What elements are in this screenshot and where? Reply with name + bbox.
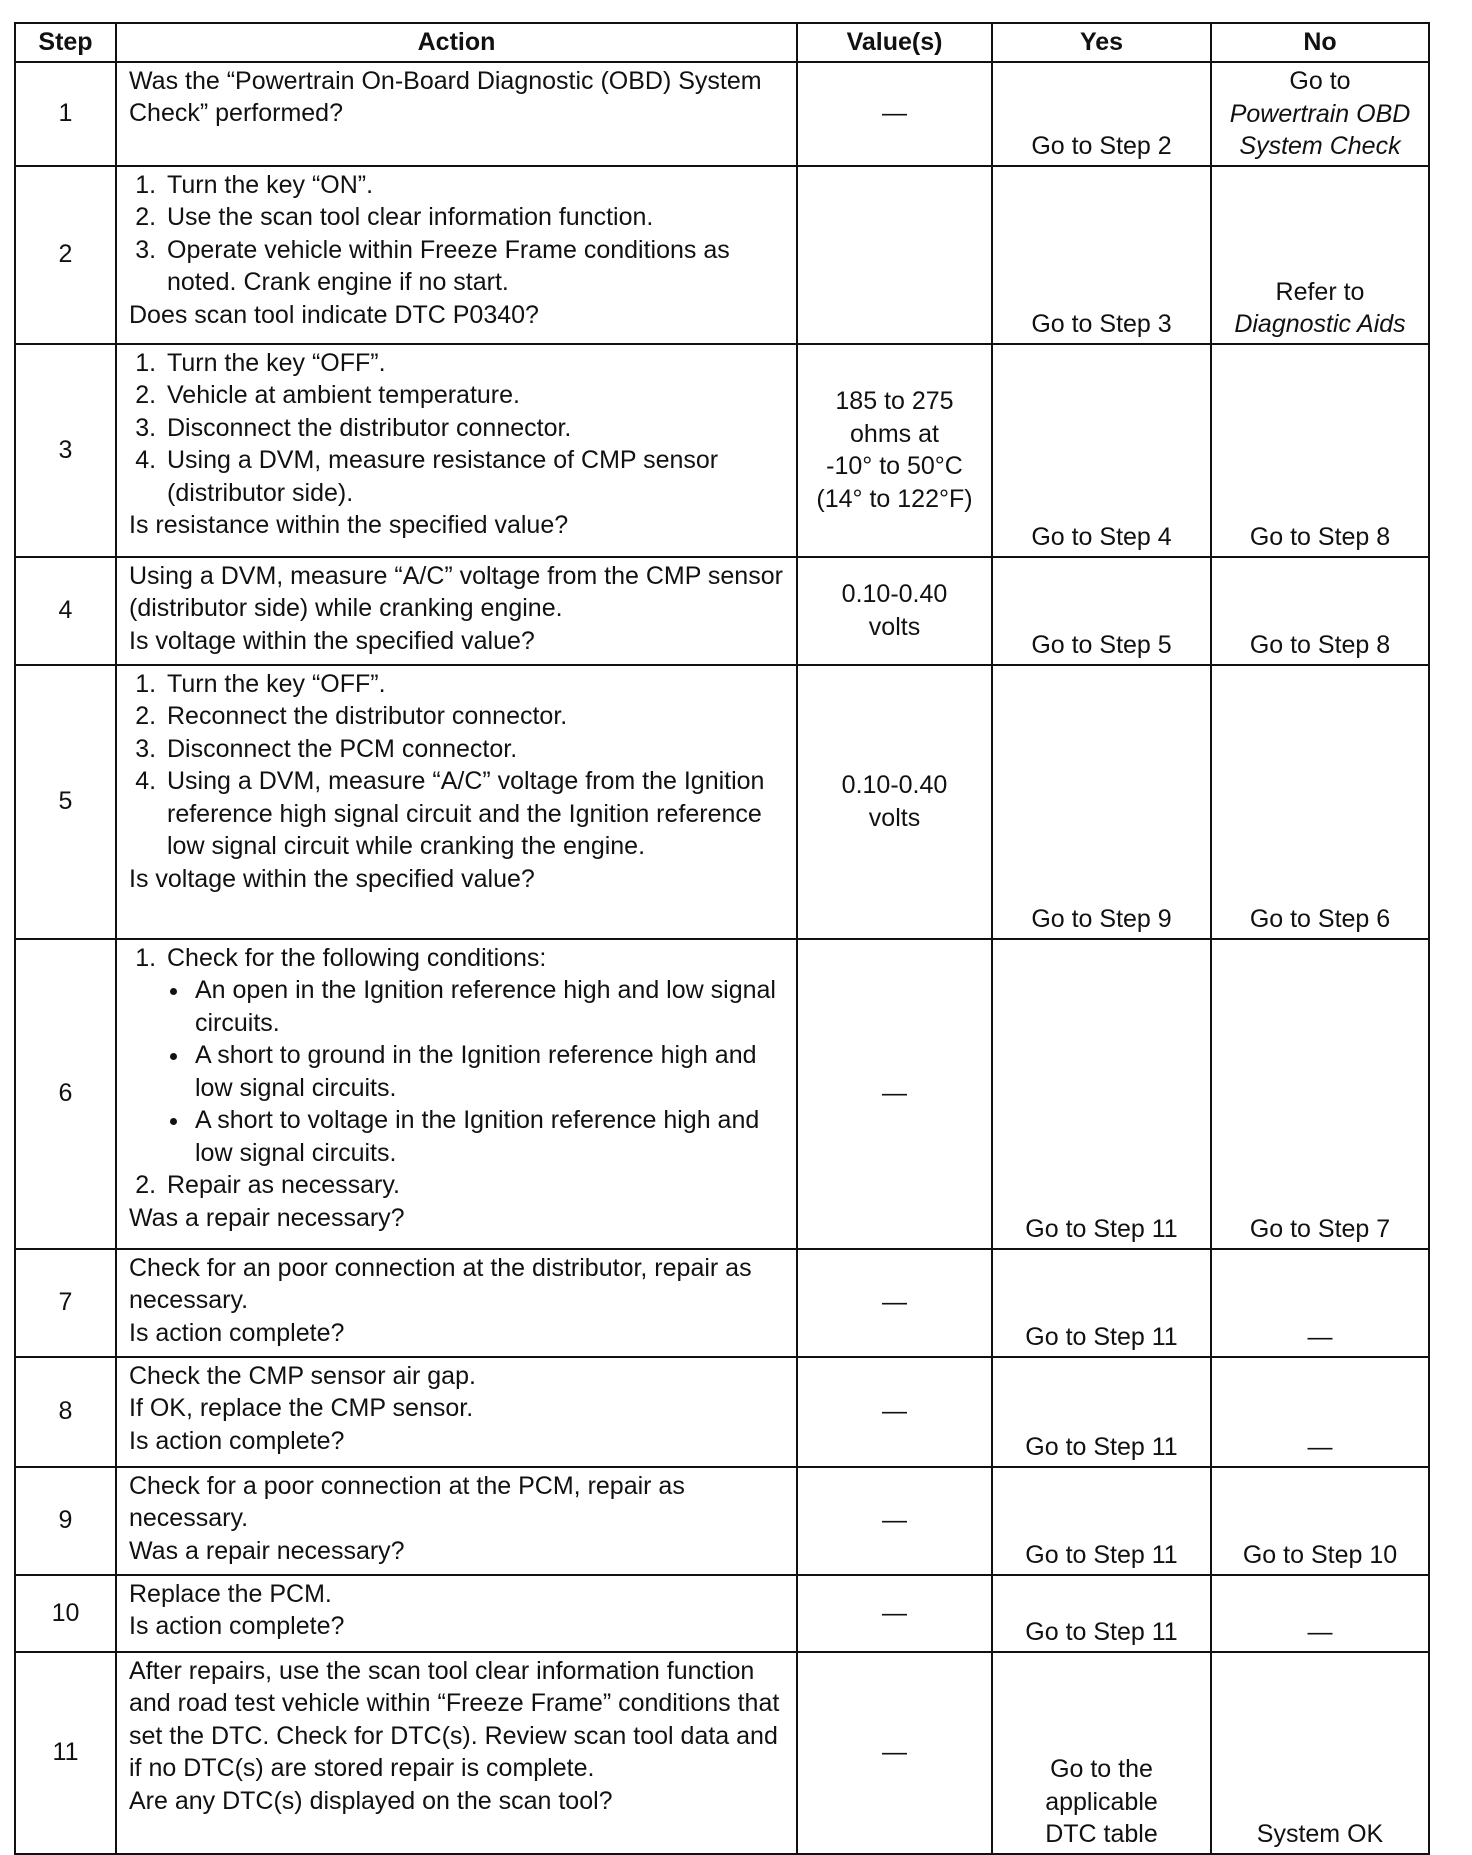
- no-cell: —: [1211, 1249, 1429, 1357]
- action-text: After repairs, use the scan tool clear information function and road test vehicle within “Freeze Frame” conditions that set the DTC. Check for DTC(s). Review scan tool data and if no DTC(s) are stored repair is complete.: [129, 1656, 780, 1782]
- action-cell: [116, 557, 797, 665]
- action-question: Is action complete?: [129, 1318, 345, 1347]
- table-row: [15, 557, 1429, 665]
- yes-line: Go to the: [1050, 1755, 1153, 1783]
- table-row: [15, 1249, 1429, 1357]
- values-cell: [797, 166, 992, 344]
- yes-cell: Go to Step 11: [992, 1249, 1211, 1357]
- header-row: [15, 23, 1429, 62]
- action-step: 4. Using a DVM, measure resistance of CMP sensor (distributor side).: [163, 444, 784, 509]
- action-text: Replace the PCM.: [129, 1579, 332, 1608]
- no-reference: Powertrain OBD System Check: [1229, 99, 1411, 160]
- no-cell: Go to Step 7: [1211, 939, 1429, 1249]
- action-step: 3. Disconnect the PCM connector.: [163, 733, 784, 766]
- values-cell: [797, 344, 992, 557]
- no-cell: Go to Step 8: [1211, 344, 1429, 557]
- value-line: volts: [868, 612, 921, 641]
- header-step: Step: [15, 23, 116, 62]
- table-row: [15, 939, 1429, 1249]
- step-number: 7: [15, 1249, 116, 1357]
- condition-item: • An open in the Ignition reference high and low signal circuits.: [191, 974, 784, 1039]
- table-row: [15, 62, 1429, 166]
- step-number: 4: [15, 557, 116, 665]
- table-row: [15, 166, 1429, 344]
- action-step: 4. Using a DVM, measure “A/C” voltage from the Ignition reference high signal circuit and the Ignition reference low signal circuit while cranking the engine.: [163, 765, 784, 863]
- action-step: 2. Vehicle at ambient temperature.: [163, 379, 784, 412]
- action-cell: [116, 344, 797, 557]
- no-text: Go to: [1289, 67, 1351, 95]
- step-number: 9: [15, 1467, 116, 1575]
- action-steps: [129, 169, 784, 299]
- action-cell: [116, 1357, 797, 1467]
- values-cell: —: [797, 1357, 992, 1467]
- step-number: 10: [15, 1575, 116, 1652]
- values-cell: —: [797, 1652, 992, 1854]
- table-row: [15, 1357, 1429, 1467]
- step-number: 8: [15, 1357, 116, 1467]
- values-cell: [797, 557, 992, 665]
- no-reference: Diagnostic Aids: [1234, 310, 1406, 338]
- action-text: Check the CMP sensor air gap.: [129, 1361, 476, 1390]
- yes-cell: Go to Step 11: [992, 1467, 1211, 1575]
- yes-cell: Go to Step 11: [992, 1575, 1211, 1652]
- action-step: 3. Operate vehicle within Freeze Frame conditions as noted. Crank engine if no start.: [163, 234, 784, 299]
- table-row: [15, 344, 1429, 557]
- action-cell: [116, 166, 797, 344]
- value-line: ohms at: [850, 419, 939, 448]
- action-steps: [129, 347, 784, 510]
- action-step: 3. Disconnect the distributor connector.: [163, 412, 784, 445]
- yes-cell: Go to Step 11: [992, 1357, 1211, 1467]
- action-cell: [116, 1249, 797, 1357]
- step-number: 1: [15, 62, 116, 166]
- action-question: Was a repair necessary?: [129, 1536, 405, 1565]
- yes-cell: Go to Step 4: [992, 344, 1211, 557]
- action-steps: [129, 942, 784, 1202]
- values-cell: —: [797, 1249, 992, 1357]
- no-cell: Go to Step 10: [1211, 1467, 1429, 1575]
- header-action: Action: [116, 23, 797, 62]
- condition-item: • A short to voltage in the Ignition reference high and low signal circuits.: [191, 1104, 784, 1169]
- no-cell: Go to Step 6: [1211, 665, 1429, 939]
- value-line: 0.10-0.40: [841, 580, 948, 608]
- action-cell: [116, 1652, 797, 1854]
- action-text: Check for a poor connection at the PCM, repair as necessary.: [129, 1471, 685, 1532]
- action-question: Is resistance within the specified value?: [129, 511, 569, 539]
- no-text: Refer to: [1275, 277, 1365, 306]
- yes-cell: [992, 1652, 1211, 1854]
- no-cell: [1211, 62, 1429, 166]
- action-step: 1. Turn the key “OFF”.: [163, 347, 784, 380]
- action-question: Is voltage within the specified value?: [129, 626, 535, 655]
- action-cell: [116, 1575, 797, 1652]
- step-number: 11: [15, 1652, 116, 1854]
- action-cell: [116, 665, 797, 939]
- table-row: [15, 1652, 1429, 1854]
- action-step: [163, 942, 784, 1170]
- action-step: 2. Use the scan tool clear information function.: [163, 201, 784, 234]
- action-question: Does scan tool indicate DTC P0340?: [129, 300, 539, 329]
- action-question: Was a repair necessary?: [129, 1203, 405, 1232]
- value-line: volts: [868, 803, 921, 832]
- yes-cell: Go to Step 3: [992, 166, 1211, 344]
- diagnostic-table: [14, 22, 1430, 1855]
- header-no: No: [1211, 23, 1429, 62]
- condition-item: • A short to ground in the Ignition reference high and low signal circuits.: [191, 1039, 784, 1104]
- step-number: 5: [15, 665, 116, 939]
- yes-cell: Go to Step 2: [992, 62, 1211, 166]
- action-cell: [116, 939, 797, 1249]
- action-text: Using a DVM, measure “A/C” voltage from the CMP sensor (distributor side) while cranking engine.: [129, 561, 783, 622]
- values-cell: —: [797, 1575, 992, 1652]
- yes-cell: Go to Step 9: [992, 665, 1211, 939]
- yes-cell: Go to Step 11: [992, 939, 1211, 1249]
- no-cell: —: [1211, 1575, 1429, 1652]
- values-cell: —: [797, 1467, 992, 1575]
- table-row: [15, 1575, 1429, 1652]
- no-cell: System OK: [1211, 1652, 1429, 1854]
- action-step: 2. Repair as necessary.: [163, 1169, 784, 1202]
- header-yes: Yes: [992, 23, 1211, 62]
- step-number: 2: [15, 166, 116, 344]
- yes-line: DTC table: [1045, 1820, 1158, 1848]
- table-row: [15, 1467, 1429, 1575]
- action-question: Is action complete?: [129, 1612, 345, 1640]
- value-line: 185 to 275: [835, 387, 954, 415]
- step-number: 3: [15, 344, 116, 557]
- action-text: If OK, replace the CMP sensor.: [129, 1394, 474, 1422]
- action-text: Check for an poor connection at the distributor, repair as necessary.: [129, 1253, 752, 1314]
- action-question: Is action complete?: [129, 1426, 345, 1455]
- no-cell: —: [1211, 1357, 1429, 1467]
- value-line: -10° to 50°C: [826, 452, 963, 480]
- action-step: 1. Turn the key “ON”.: [163, 169, 784, 202]
- action-step: 2. Reconnect the distributor connector.: [163, 700, 784, 733]
- yes-line: applicable: [1045, 1787, 1158, 1816]
- no-cell: [1211, 166, 1429, 344]
- yes-cell: Go to Step 5: [992, 557, 1211, 665]
- action-question: Was the “Powertrain On-Board Diagnostic (OBD) System Check” performed?: [129, 66, 762, 127]
- value-line: (14° to 122°F): [816, 484, 973, 513]
- step-number: 6: [15, 939, 116, 1249]
- header-values: Value(s): [797, 23, 992, 62]
- action-cell: [116, 62, 797, 166]
- action-step-text: Check for the following conditions:: [167, 943, 547, 972]
- action-step: 1. Turn the key “OFF”.: [163, 668, 784, 701]
- values-cell: —: [797, 62, 992, 166]
- action-question: Is voltage within the specified value?: [129, 864, 535, 893]
- table-row: [15, 665, 1429, 939]
- values-cell: —: [797, 939, 992, 1249]
- action-cell: [116, 1467, 797, 1575]
- action-steps: [129, 668, 784, 863]
- action-question: Are any DTC(s) displayed on the scan tool?: [129, 1786, 613, 1815]
- value-line: 0.10-0.40: [841, 771, 948, 799]
- condition-list: [167, 974, 784, 1169]
- values-cell: [797, 665, 992, 939]
- no-cell: Go to Step 8: [1211, 557, 1429, 665]
